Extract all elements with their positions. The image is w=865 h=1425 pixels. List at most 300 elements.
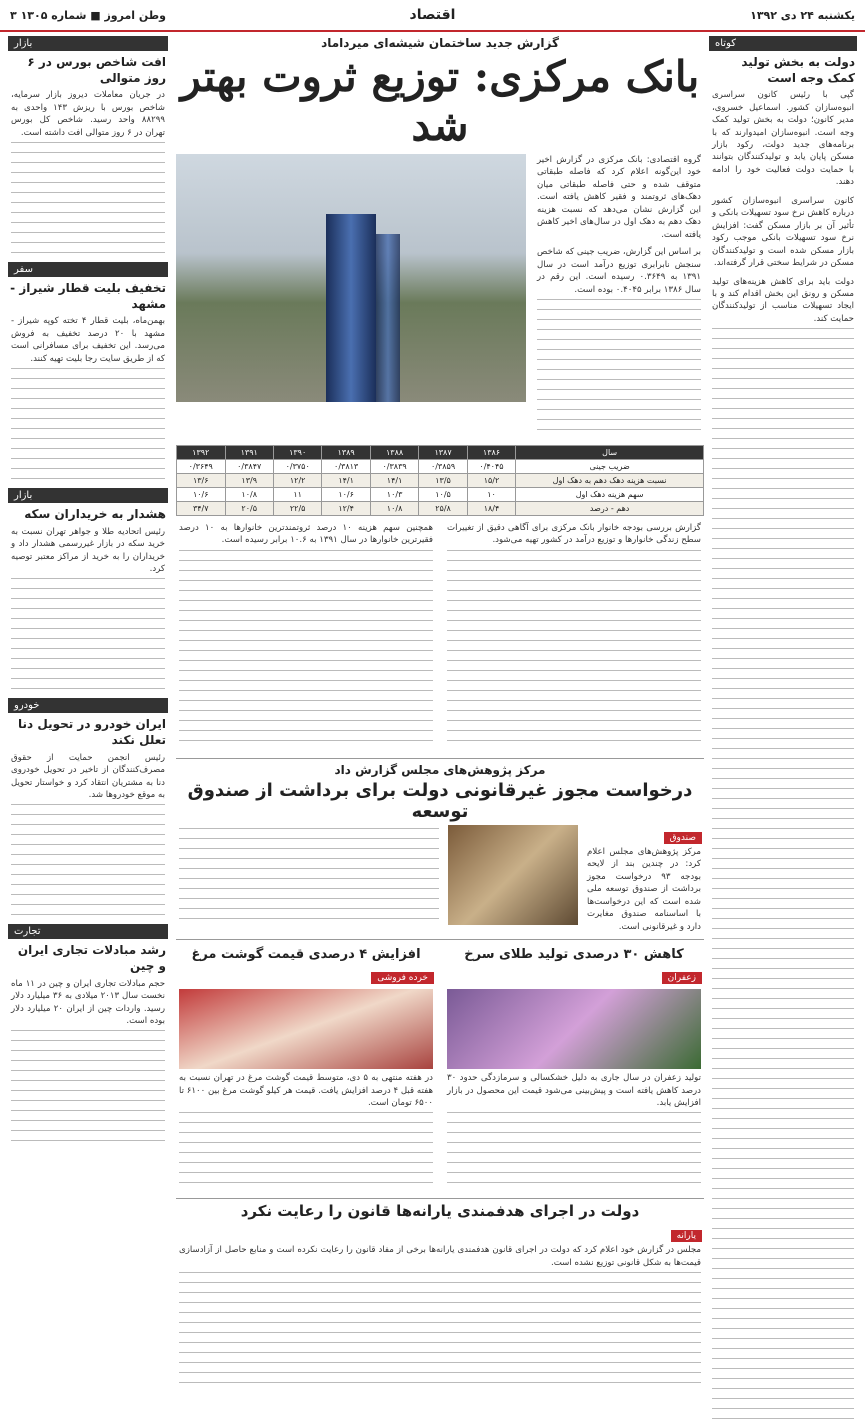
table-cell: ۱۱ xyxy=(273,487,321,501)
text-line-placeholder xyxy=(712,1098,854,1105)
text-line-placeholder xyxy=(11,1060,165,1067)
text-line-placeholder xyxy=(11,874,165,881)
text-line-placeholder xyxy=(712,658,854,665)
text-line-placeholder xyxy=(712,1188,854,1195)
text-line-placeholder xyxy=(11,398,165,405)
right-column xyxy=(709,36,857,1256)
text-line-placeholder xyxy=(712,1168,854,1175)
text-line-placeholder xyxy=(537,389,701,396)
table-cell: دهم - درصد xyxy=(516,501,704,515)
text-line-placeholder xyxy=(712,898,854,905)
saffron-text: تولید زعفران در سال جاری به دلیل خشکسالی و سرمازدگی حدود ۳۰ درصد کاهش یافته است و پیش‌بینی می‌شود قیمت این محصول در بازار افزایش یابد. xyxy=(447,1073,701,1108)
text-line-placeholder xyxy=(712,1128,854,1135)
text-line-placeholder xyxy=(179,1162,433,1169)
text-line-placeholder xyxy=(712,1368,854,1375)
text-line-placeholder xyxy=(712,848,854,855)
text-line-placeholder xyxy=(447,740,701,747)
text-line-placeholder xyxy=(447,1122,701,1129)
text-line-placeholder xyxy=(712,428,854,435)
text-line-placeholder xyxy=(447,670,701,677)
text-line-placeholder xyxy=(179,730,433,737)
text-line-placeholder xyxy=(712,1058,854,1065)
text-line-placeholder xyxy=(712,378,854,385)
text-line-placeholder xyxy=(712,1278,854,1285)
text-line-placeholder xyxy=(447,1132,701,1139)
text-line-placeholder xyxy=(11,894,165,901)
table-cell: ۱۰/۸ xyxy=(225,487,273,501)
text-line-placeholder xyxy=(712,1318,854,1325)
text-line-placeholder xyxy=(537,429,701,436)
table-cell: ۰/۳۶۴۹ xyxy=(177,459,226,473)
text-line-placeholder xyxy=(11,192,165,199)
text-line-placeholder xyxy=(712,578,854,585)
text-line-placeholder xyxy=(11,618,165,625)
bottom-tag: یارانه xyxy=(671,1230,702,1242)
table-cell: ۲۰/۵ xyxy=(225,501,273,515)
text-line-placeholder xyxy=(179,590,433,597)
text-line-placeholder xyxy=(712,618,854,625)
table-cell: ۱۰/۶ xyxy=(177,487,226,501)
text-line-placeholder xyxy=(11,1140,165,1147)
text-line-placeholder xyxy=(11,804,165,811)
text-line-placeholder xyxy=(11,668,165,675)
text-line-placeholder xyxy=(447,720,701,727)
chicken-title[interactable]: افزایش ۴ درصدی قیمت گوشت مرغ xyxy=(191,947,421,963)
table-cell: ضریب جینی xyxy=(516,459,704,473)
text-line-placeholder xyxy=(712,738,854,745)
bottom-title[interactable]: دولت در اجرای هدفمندی یارانه‌ها قانون را رعایت نکرد xyxy=(240,1202,640,1221)
text-line-placeholder xyxy=(11,1030,165,1037)
text-line-placeholder xyxy=(11,222,165,229)
text-line-placeholder xyxy=(712,1208,854,1215)
text-line-placeholder xyxy=(11,182,165,189)
text-line-placeholder xyxy=(712,1028,854,1035)
table-cell: ۱۳/۹ xyxy=(225,473,273,487)
tower-shape xyxy=(326,214,376,402)
text-line-placeholder xyxy=(537,339,701,346)
text-line-placeholder xyxy=(179,550,433,557)
text-line-placeholder xyxy=(537,399,701,406)
text-line-placeholder xyxy=(712,568,854,575)
text-line-placeholder xyxy=(447,680,701,687)
text-line-placeholder xyxy=(712,1248,854,1255)
text-line-placeholder xyxy=(712,348,854,355)
text-line-placeholder xyxy=(11,152,165,159)
right-column-head: کوتاه xyxy=(709,36,857,51)
chicken-photo xyxy=(179,989,433,1069)
text-line-placeholder xyxy=(537,369,701,376)
text-line-placeholder xyxy=(11,588,165,595)
text-line-placeholder xyxy=(712,748,854,755)
saffron-photo xyxy=(447,989,701,1069)
text-line-placeholder xyxy=(11,628,165,635)
text-line-placeholder xyxy=(179,600,433,607)
saffron-title[interactable]: کاهش ۳۰ درصدی تولید طلای سرخ xyxy=(464,947,684,963)
table-cell: ۰/۳۸۱۳ xyxy=(322,459,370,473)
table-cell: ۲۲/۵ xyxy=(273,501,321,515)
text-line-placeholder xyxy=(179,670,433,677)
text-line-placeholder xyxy=(447,600,701,607)
text-line-placeholder xyxy=(712,1308,854,1315)
text-line-placeholder xyxy=(712,1398,854,1405)
text-line-placeholder xyxy=(447,1162,701,1169)
text-line-placeholder xyxy=(712,1078,854,1085)
text-line-placeholder xyxy=(447,1182,701,1189)
text-line-placeholder xyxy=(179,848,439,855)
table-row xyxy=(177,473,704,487)
text-line-placeholder xyxy=(712,1018,854,1025)
text-line-placeholder xyxy=(11,608,165,615)
text-line-placeholder xyxy=(712,468,854,475)
left-column xyxy=(8,36,168,1256)
text-line-placeholder xyxy=(712,1408,854,1415)
text-line-placeholder xyxy=(179,1342,701,1349)
text-line-placeholder xyxy=(712,338,854,345)
text-line-placeholder xyxy=(712,438,854,445)
text-line-placeholder xyxy=(712,1238,854,1245)
right-column-text-2: کانون سراسری انبوه‌سازان کشور درباره کاهش نرخ سود تسهیلات بانکی و تأثیر آن بر بازار مسکن گفت: افزایش نرخ سود تسهیلات بانکی موجب رکود بازار مسکن شده است و تولیدکنندگان مسکن در شرایط سختی قرار گرفته‌اند. xyxy=(712,195,854,269)
text-line-placeholder xyxy=(712,798,854,805)
text-line-placeholder xyxy=(179,740,433,747)
text-line-placeholder xyxy=(179,1132,433,1139)
table-cell: ۰/۳۷۵۰ xyxy=(273,459,321,473)
text-line-placeholder xyxy=(712,888,854,895)
text-line-placeholder xyxy=(712,788,854,795)
text-line-placeholder xyxy=(179,1272,701,1279)
text-line-placeholder xyxy=(712,528,854,535)
text-line-placeholder xyxy=(712,508,854,515)
text-line-placeholder xyxy=(712,1388,854,1395)
text-line-placeholder xyxy=(11,1040,165,1047)
table-header-cell: ۱۳۸۹ xyxy=(322,445,370,459)
text-line-placeholder xyxy=(712,1228,854,1235)
text-line-placeholder xyxy=(179,1122,433,1129)
text-line-placeholder xyxy=(179,680,433,687)
table-header-cell: ۱۳۸۷ xyxy=(419,445,467,459)
left-section-head: سفر xyxy=(8,262,168,277)
text-line-placeholder xyxy=(179,888,439,895)
text-line-placeholder xyxy=(11,648,165,655)
text-line-placeholder xyxy=(537,349,701,356)
text-line-placeholder xyxy=(447,1112,701,1119)
table-cell: ۱۸/۴ xyxy=(467,501,515,515)
table-cell: ۱۰/۳ xyxy=(370,487,418,501)
text-line-placeholder xyxy=(179,1362,701,1369)
text-line-placeholder xyxy=(712,998,854,1005)
table-cell: ۱۲/۲ xyxy=(273,473,321,487)
text-line-placeholder xyxy=(712,1008,854,1015)
text-line-placeholder xyxy=(11,844,165,851)
table-cell: ۱۳/۵ xyxy=(419,473,467,487)
text-line-placeholder xyxy=(537,409,701,416)
text-line-placeholder xyxy=(712,1138,854,1145)
text-line-placeholder xyxy=(712,818,854,825)
text-line-placeholder xyxy=(11,1130,165,1137)
text-line-placeholder xyxy=(11,1100,165,1107)
text-line-placeholder xyxy=(179,720,433,727)
text-line-placeholder xyxy=(179,630,433,637)
text-line-placeholder xyxy=(11,252,165,259)
text-line-placeholder xyxy=(179,898,439,905)
text-line-placeholder xyxy=(712,778,854,785)
header-date: یکشنبه ۲۴ دی ۱۳۹۲ xyxy=(750,8,855,22)
text-line-placeholder xyxy=(11,578,165,585)
text-line-placeholder xyxy=(447,660,701,667)
text-line-placeholder xyxy=(712,368,854,375)
text-line-placeholder xyxy=(712,1088,854,1095)
text-line-placeholder xyxy=(11,1120,165,1127)
report2-title[interactable]: درخواست مجوز غیرقانونی دولت برای برداشت از صندوق توسعه xyxy=(187,779,693,822)
text-line-placeholder xyxy=(11,418,165,425)
text-line-placeholder xyxy=(712,928,854,935)
text-line-placeholder xyxy=(447,730,701,737)
text-line-placeholder xyxy=(11,162,165,169)
text-line-placeholder xyxy=(11,438,165,445)
text-line-placeholder xyxy=(447,630,701,637)
text-line-placeholder xyxy=(179,560,433,567)
text-line-placeholder xyxy=(712,1268,854,1275)
text-line-placeholder xyxy=(712,498,854,505)
text-line-placeholder xyxy=(11,598,165,605)
text-line-placeholder xyxy=(11,142,165,149)
table-cell: ۳۴/۷ xyxy=(177,501,226,515)
left-section-title[interactable]: افت شاخص بورس در ۶ روز متوالی xyxy=(27,55,166,85)
left-section-title[interactable]: هشدار به خریداران سکه xyxy=(24,507,166,521)
text-line-placeholder xyxy=(712,388,854,395)
text-line-placeholder xyxy=(712,868,854,875)
text-line-placeholder xyxy=(712,1288,854,1295)
text-line-placeholder xyxy=(712,598,854,605)
text-line-placeholder xyxy=(11,638,165,645)
left-section-text: رئیس اتحادیه طلا و جواهر تهران نسبت به خرید سکه در بازار غیررسمی هشدار داد و خریداران را به خرید از مراکز معتبر توصیه کرد. xyxy=(11,526,165,574)
table-cell: نسبت هزینه دهک دهم به دهک اول xyxy=(516,473,704,487)
text-line-placeholder xyxy=(447,700,701,707)
main-article-text-d: همچنین سهم هزینه ۱۰ درصد ثروتمندترین خانوارها به ۱۰ درصد فقیرترین خانوارها در سال ۱۳۹۱ به ۱۰.۶ برابر رسیده است. xyxy=(179,522,433,546)
table-cell: ۱۰ xyxy=(467,487,515,501)
text-line-placeholder xyxy=(712,558,854,565)
text-line-placeholder xyxy=(712,478,854,485)
text-line-placeholder xyxy=(179,868,439,875)
text-line-placeholder xyxy=(712,1298,854,1305)
text-line-placeholder xyxy=(11,212,165,219)
chicken-tag: خرده فروشی xyxy=(371,972,434,984)
text-line-placeholder xyxy=(712,628,854,635)
text-line-placeholder xyxy=(447,1142,701,1149)
text-line-placeholder xyxy=(179,1182,433,1189)
text-line-placeholder xyxy=(712,1108,854,1115)
text-line-placeholder xyxy=(712,838,854,845)
table-cell: ۱۴/۱ xyxy=(370,473,418,487)
text-line-placeholder xyxy=(712,948,854,955)
text-line-placeholder xyxy=(11,688,165,695)
text-line-placeholder xyxy=(712,448,854,455)
table-row xyxy=(177,487,704,501)
text-line-placeholder xyxy=(179,690,433,697)
left-section-title[interactable]: ایران خودرو در تحویل دنا تعلل نکند xyxy=(18,717,166,747)
text-line-placeholder xyxy=(179,650,433,657)
table-cell: ۱۵/۲ xyxy=(467,473,515,487)
text-line-placeholder xyxy=(712,418,854,425)
main-article-title[interactable]: بانک مرکزی: توزیع ثروت بهتر شد xyxy=(180,52,700,150)
text-line-placeholder xyxy=(447,570,701,577)
left-section-head: خودرو xyxy=(8,698,168,713)
text-line-placeholder xyxy=(712,758,854,765)
main-area xyxy=(176,36,704,1268)
table-header-cell: ۱۳۸۶ xyxy=(467,445,515,459)
text-line-placeholder xyxy=(537,419,701,426)
text-line-placeholder xyxy=(11,814,165,821)
text-line-placeholder xyxy=(179,700,433,707)
text-line-placeholder xyxy=(179,858,439,865)
text-line-placeholder xyxy=(179,1372,701,1379)
text-line-placeholder xyxy=(447,690,701,697)
left-section-head: بازار xyxy=(8,36,168,51)
table-header-cell: سال xyxy=(516,445,704,459)
report2-subtitle: مرکز پژوهش‌های مجلس گزارش داد xyxy=(334,762,546,777)
report2-tag: صندوق xyxy=(664,832,702,844)
text-line-placeholder xyxy=(447,560,701,567)
text-line-placeholder xyxy=(712,918,854,925)
table-cell: ۰/۳۸۳۹ xyxy=(370,459,418,473)
text-line-placeholder xyxy=(11,378,165,385)
text-line-placeholder xyxy=(179,838,439,845)
text-line-placeholder xyxy=(11,468,165,475)
table-cell: ۱۳/۶ xyxy=(177,473,226,487)
text-line-placeholder xyxy=(179,1112,433,1119)
table-cell: ۱۰/۸ xyxy=(370,501,418,515)
table-cell: سهم هزینه دهک اول xyxy=(516,487,704,501)
table-row xyxy=(177,501,704,515)
text-line-placeholder xyxy=(537,379,701,386)
text-line-placeholder xyxy=(447,550,701,557)
text-line-placeholder xyxy=(179,1142,433,1149)
left-section-title[interactable]: رشد مبادلات تجاری ایران و چین xyxy=(17,943,166,973)
text-line-placeholder xyxy=(179,710,433,717)
text-line-placeholder xyxy=(712,768,854,775)
table-cell: ۰/۴۰۴۵ xyxy=(467,459,515,473)
tower-shape xyxy=(376,234,400,402)
text-line-placeholder xyxy=(11,428,165,435)
text-line-placeholder xyxy=(712,588,854,595)
text-line-placeholder xyxy=(712,1048,854,1055)
text-line-placeholder xyxy=(712,828,854,835)
text-line-placeholder xyxy=(179,828,439,835)
text-line-placeholder xyxy=(712,718,854,725)
text-line-placeholder xyxy=(712,398,854,405)
masthead-logo: اقتصاد xyxy=(409,7,456,23)
text-line-placeholder xyxy=(712,668,854,675)
text-line-placeholder xyxy=(11,658,165,665)
text-line-placeholder xyxy=(11,678,165,685)
text-line-placeholder xyxy=(11,1110,165,1117)
text-line-placeholder xyxy=(537,309,701,316)
text-line-placeholder xyxy=(712,988,854,995)
text-line-placeholder xyxy=(179,1152,433,1159)
text-line-placeholder xyxy=(712,1358,854,1365)
table-header-cell: ۱۳۹۲ xyxy=(177,445,226,459)
text-line-placeholder xyxy=(11,1050,165,1057)
table-cell: ۰/۳۸۵۹ xyxy=(419,459,467,473)
text-line-placeholder xyxy=(537,329,701,336)
text-line-placeholder xyxy=(179,1382,701,1389)
text-line-placeholder xyxy=(712,1038,854,1045)
text-line-placeholder xyxy=(447,1172,701,1179)
text-line-placeholder xyxy=(712,518,854,525)
table-header-cell: ۱۳۹۰ xyxy=(273,445,321,459)
text-line-placeholder xyxy=(11,914,165,921)
text-line-placeholder xyxy=(11,834,165,841)
text-line-placeholder xyxy=(179,1292,701,1299)
text-line-placeholder xyxy=(537,319,701,326)
text-line-placeholder xyxy=(712,1378,854,1385)
text-line-placeholder xyxy=(537,299,701,306)
text-line-placeholder xyxy=(712,808,854,815)
table-cell: ۱۰/۵ xyxy=(419,487,467,501)
text-line-placeholder xyxy=(179,610,433,617)
left-section-title[interactable]: تخفیف بلیت قطار شیراز - مشهد xyxy=(10,281,166,311)
text-line-placeholder xyxy=(712,678,854,685)
text-line-placeholder xyxy=(179,1312,701,1319)
text-line-placeholder xyxy=(712,548,854,555)
text-line-placeholder xyxy=(11,904,165,911)
text-line-placeholder xyxy=(11,884,165,891)
text-line-placeholder xyxy=(447,590,701,597)
text-line-placeholder xyxy=(179,1172,433,1179)
text-line-placeholder xyxy=(11,824,165,831)
table-cell: ۰/۳۸۴۷ xyxy=(225,459,273,473)
text-line-placeholder xyxy=(447,580,701,587)
text-line-placeholder xyxy=(179,660,433,667)
data-table-wrap xyxy=(176,445,704,516)
text-line-placeholder xyxy=(447,620,701,627)
text-line-placeholder xyxy=(712,1328,854,1335)
text-line-placeholder xyxy=(712,1178,854,1185)
text-line-placeholder xyxy=(11,232,165,239)
text-line-placeholder xyxy=(11,368,165,375)
central-bank-photo xyxy=(176,154,526,402)
text-line-placeholder xyxy=(712,608,854,615)
text-line-placeholder xyxy=(712,878,854,885)
text-line-placeholder xyxy=(11,172,165,179)
left-section-text: رئیس انجمن حمایت از حقوق مصرف‌کنندگان از تاخیر در تحویل خودروی دنا به مشتریان انتقاد کرد و خواستار تحویل به موقع خودروها شد. xyxy=(11,752,165,800)
text-line-placeholder xyxy=(11,1070,165,1077)
right-column-title[interactable]: دولت به بخش تولید کمک وجه است xyxy=(741,55,855,85)
text-line-placeholder xyxy=(712,728,854,735)
text-line-placeholder xyxy=(179,878,439,885)
text-line-placeholder xyxy=(447,640,701,647)
text-line-placeholder xyxy=(11,478,165,485)
right-column-text-1: گپی با رئیس کانون سراسری انبوه‌سازان کشور. اسماعیل خسروی، مدیر کانون؛ دولت به بخش تولید کمک وجه است. انبوه‌سازان امیدوارند که با برنامه‌های جدید دولت، رکود بازار مسکن پایان یابد و تولیدکنندگان بتوانند با حمایت دولت فعالیت خود را ادامه دهند. xyxy=(712,90,854,188)
text-line-placeholder xyxy=(712,858,854,865)
text-line-placeholder xyxy=(11,1080,165,1087)
text-line-placeholder xyxy=(712,908,854,915)
text-line-placeholder xyxy=(447,650,701,657)
text-line-placeholder xyxy=(179,580,433,587)
left-section-text: در جریان معاملات دیروز بازار سرمایه، شاخص بورس با ریزش ۱۴۳ واحدی به ۸۸۲۹۹ واحد رسید. شاخص کل بورس تهران در ۶ روز متوالی افت داشته است. xyxy=(11,90,165,138)
header-issue: وطن امروز ■ شماره ۱۳۰۵ ۳ xyxy=(10,8,166,22)
parliament-photo xyxy=(448,825,578,925)
text-line-placeholder xyxy=(712,1218,854,1225)
text-line-placeholder xyxy=(11,388,165,395)
text-line-placeholder xyxy=(537,359,701,366)
text-line-placeholder xyxy=(712,648,854,655)
data-table xyxy=(176,445,704,516)
text-line-placeholder xyxy=(447,610,701,617)
table-cell: ۲۵/۸ xyxy=(419,501,467,515)
text-line-placeholder xyxy=(712,408,854,415)
left-section-text: حجم مبادلات تجاری ایران و چین در ۱۱ ماه نخست سال ۲۰۱۳ میلادی به ۳۶ میلیارد دلار رسید. واردات چین از ایران ۲۰ میلیارد دلار بوده است. xyxy=(11,978,166,1026)
text-line-placeholder xyxy=(712,1118,854,1125)
